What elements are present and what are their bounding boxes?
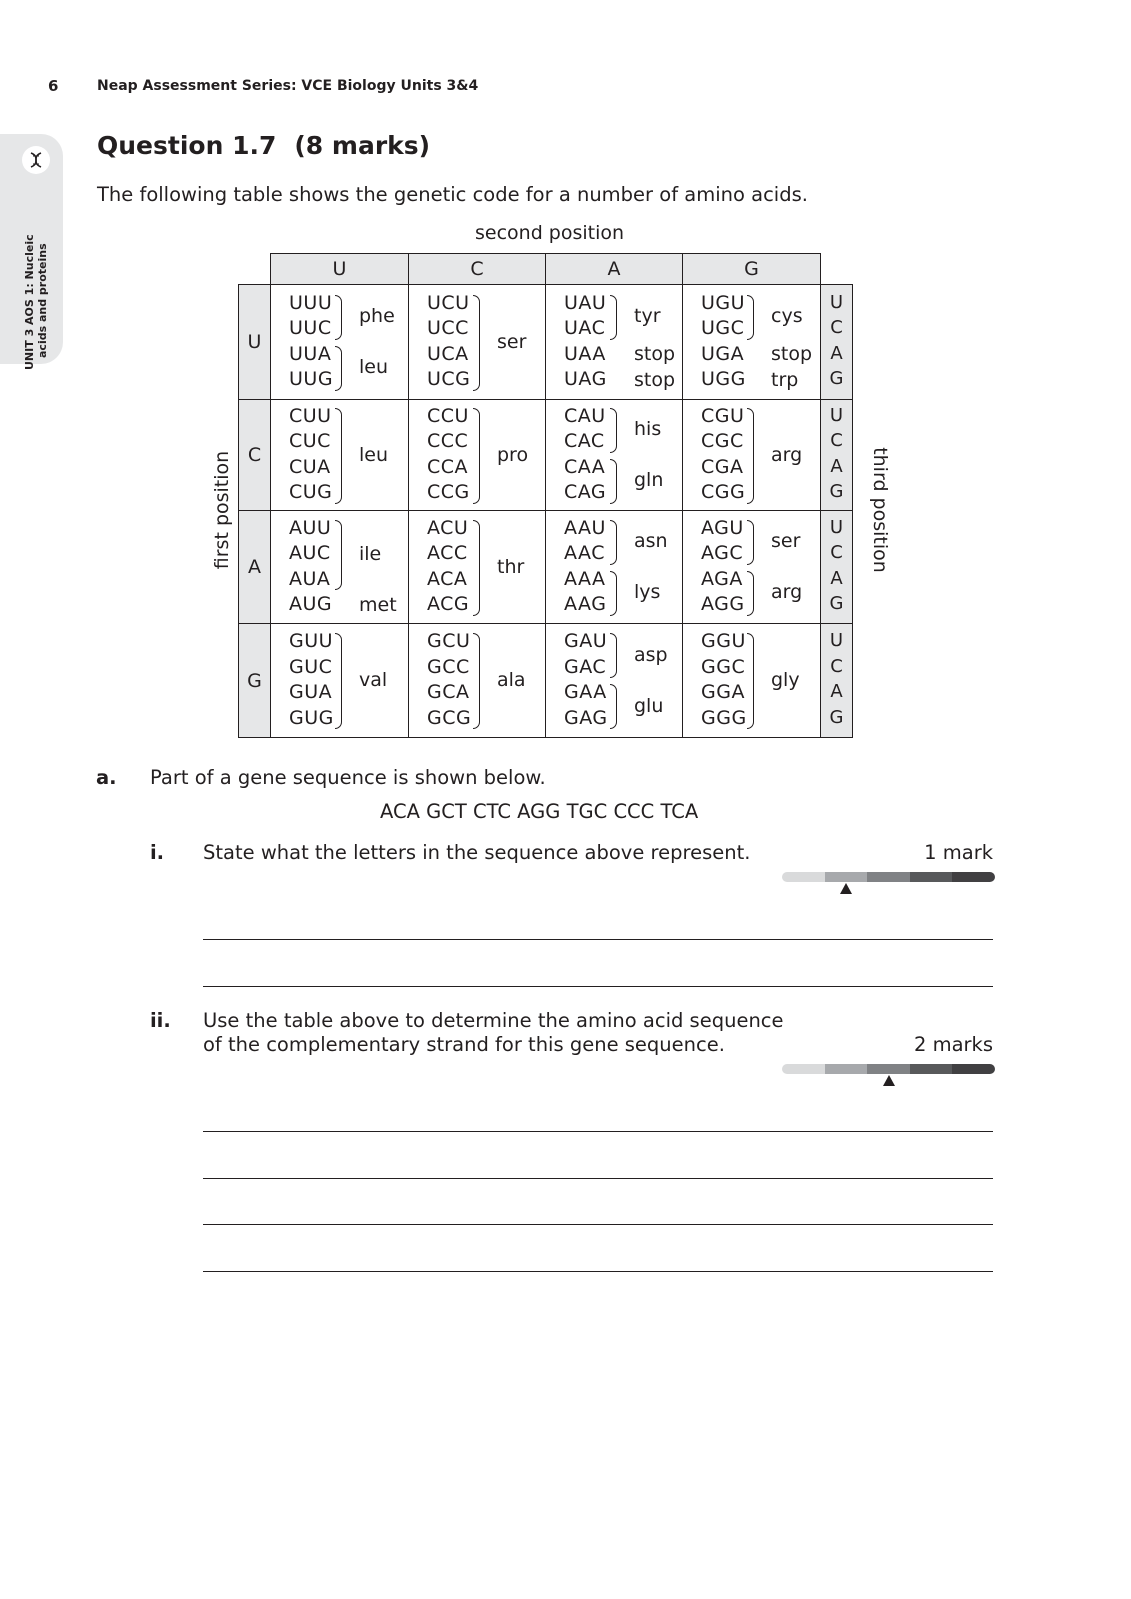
codon: UAA — [564, 342, 606, 365]
codon: CCG — [427, 481, 470, 503]
codon: GGG — [701, 706, 747, 729]
amino-acid-label: ser — [771, 530, 801, 552]
codon-cell-ug — [682, 284, 821, 400]
third-position-letter: C — [830, 430, 843, 451]
difficulty-pointer-icon — [883, 1075, 895, 1086]
difficulty-segment — [952, 872, 995, 882]
third-position-letter: A — [830, 342, 843, 364]
difficulty-segment — [910, 872, 953, 882]
codon: GAG — [564, 706, 608, 729]
codon: AGA — [701, 567, 743, 590]
sub-ii-text — [203, 1009, 784, 1057]
third-position-letter: U — [829, 516, 844, 538]
codon: AGU — [701, 516, 744, 539]
amino-acid-label: leu — [359, 356, 389, 378]
third-position-letter: G — [829, 593, 844, 614]
codon: AGG — [701, 593, 745, 615]
amino-acid-label: arg — [771, 443, 803, 466]
codon: AUC — [289, 542, 331, 564]
codon-group-brace — [610, 571, 617, 616]
running-title: Neap Assessment Series: VCE Biology Units 3&4 — [97, 78, 479, 94]
codon: CCA — [427, 455, 469, 478]
amino-acid-label: val — [359, 669, 388, 691]
codon-group-brace — [335, 520, 342, 591]
codon: CGG — [701, 481, 746, 503]
codon: UUA — [289, 342, 332, 365]
difficulty-segment — [910, 1064, 953, 1074]
codon: UGU — [701, 291, 746, 314]
side-tab-label — [23, 210, 49, 370]
dna-icon — [22, 146, 50, 174]
codon: GCU — [427, 630, 471, 652]
third-position-letter: G — [829, 368, 844, 389]
amino-acid-label: glu — [634, 694, 664, 717]
unit-side-tab — [0, 134, 63, 370]
third-position-letter: A — [830, 681, 843, 702]
difficulty-meter — [782, 872, 995, 882]
sub-ii-line1: Use the table above to determine the amino acid sequence — [203, 1009, 784, 1032]
codon: GGA — [701, 681, 745, 703]
amino-acid-label: ser — [497, 330, 527, 353]
difficulty-segment — [867, 1064, 910, 1074]
answer-line[interactable] — [203, 1224, 993, 1225]
codon-cell-au — [270, 510, 409, 624]
third-position-cell — [820, 623, 853, 738]
codon: CGC — [701, 430, 744, 452]
third-position-label: third position — [869, 447, 891, 573]
sub-ii-line2: of the complementary strand for this gene sequence. — [203, 1033, 725, 1056]
codon: GCC — [427, 655, 470, 678]
codon: UGC — [701, 317, 745, 339]
amino-acid-label: ala — [497, 669, 526, 691]
codon: UCA — [427, 342, 469, 365]
codon-group-brace — [610, 408, 617, 453]
codon-group-brace — [610, 684, 617, 729]
difficulty-meter — [782, 1064, 995, 1074]
question-marks: (8 marks) — [294, 131, 431, 160]
third-position-letter: A — [830, 455, 843, 477]
amino-acid-label: asp — [634, 643, 668, 666]
codon: AUU — [289, 516, 332, 539]
codon-group-brace — [473, 408, 480, 504]
second-position-label: second position — [475, 222, 625, 244]
codon: CCC — [427, 430, 469, 452]
codon: GCG — [427, 706, 472, 729]
column-header-c: C — [408, 253, 546, 285]
codon-group-brace — [610, 633, 617, 678]
codon: AUA — [289, 567, 331, 590]
codon: AUG — [289, 593, 333, 615]
column-header-g: G — [682, 253, 821, 285]
codon: UUC — [289, 317, 332, 339]
codon: UAG — [564, 368, 607, 390]
codon-group-brace — [747, 295, 754, 340]
third-position-letter: U — [829, 404, 844, 426]
row-header-c: C — [238, 399, 271, 511]
answer-line[interactable] — [203, 1131, 993, 1132]
codon-group-brace — [473, 520, 480, 616]
amino-acid-label: ile — [359, 542, 382, 565]
third-position-letter: U — [829, 291, 844, 313]
codon-cell-gg — [682, 623, 821, 738]
third-position-letter: C — [830, 317, 843, 338]
answer-line[interactable] — [203, 1178, 993, 1179]
amino-acid-label: stop — [771, 343, 813, 366]
codon-group-brace — [610, 520, 617, 565]
codon: GCA — [427, 681, 470, 703]
codon: GAU — [564, 630, 608, 652]
sub-ii-marks: 2 marks — [913, 1033, 993, 1056]
codon-group-brace — [747, 633, 754, 729]
codon-cell-aa — [545, 510, 683, 624]
codon-cell-uu — [270, 284, 409, 400]
codon: UCG — [427, 368, 471, 390]
third-position-letter: U — [829, 630, 844, 651]
third-position-letter: A — [830, 567, 843, 589]
codon: UAU — [564, 291, 607, 314]
codon-group-brace — [335, 408, 342, 504]
codon-cell-ua — [545, 284, 683, 400]
codon-group-brace — [747, 520, 754, 565]
amino-acid-label: trp — [771, 368, 799, 391]
codon: CGA — [701, 455, 744, 478]
column-header-u: U — [270, 253, 409, 285]
codon-cell-ga — [545, 623, 683, 738]
side-tab-line1: UNIT 3 AOS 1: Nucleic — [23, 234, 36, 370]
third-position-letter: C — [830, 542, 843, 563]
codon: UUU — [289, 291, 333, 314]
codon: ACA — [427, 567, 468, 590]
difficulty-segment — [867, 872, 910, 882]
codon-cell-cu — [270, 399, 409, 511]
third-position-cell — [820, 510, 853, 624]
question-heading — [97, 131, 430, 160]
codon: CAA — [564, 455, 606, 478]
codon: UCU — [427, 291, 470, 314]
codon-cell-ac — [408, 510, 546, 624]
codon: AGC — [701, 542, 744, 564]
side-tab-line2: acids and proteins — [36, 243, 49, 358]
sub-i-marks: 1 mark — [924, 841, 993, 864]
page-number: 6 — [48, 77, 59, 95]
codon: CUG — [289, 481, 333, 503]
codon: CUC — [289, 430, 331, 452]
codon-group-brace — [747, 571, 754, 616]
codon: CUA — [289, 455, 331, 478]
codon: GAC — [564, 655, 607, 678]
codon-cell-uc — [408, 284, 546, 400]
difficulty-segment — [825, 1064, 868, 1074]
codon: GUA — [289, 681, 333, 703]
answer-line[interactable] — [203, 939, 993, 940]
first-position-label: first position — [211, 450, 233, 570]
codon: CAU — [564, 404, 606, 427]
third-position-cell — [820, 399, 853, 511]
gene-sequence: ACA GCT CTC AGG TGC CCC TCA — [380, 800, 699, 823]
amino-acid-label: met — [359, 593, 397, 616]
amino-acid-label: his — [634, 418, 662, 440]
codon-cell-ca — [545, 399, 683, 511]
codon-cell-gc — [408, 623, 546, 738]
codon: UCC — [427, 317, 469, 339]
codon: CAG — [564, 481, 607, 503]
difficulty-segment — [952, 1064, 995, 1074]
codon: UAC — [564, 317, 606, 339]
codon-group-brace — [335, 633, 342, 729]
difficulty-segment — [782, 872, 825, 882]
codon: GUC — [289, 655, 333, 678]
amino-acid-label: gln — [634, 469, 664, 491]
difficulty-segment — [782, 1064, 825, 1074]
codon: GGU — [701, 630, 746, 652]
codon-group-brace — [610, 459, 617, 504]
codon-group-brace — [473, 295, 480, 391]
third-position-letter: G — [829, 706, 844, 728]
codon-cell-gu — [270, 623, 409, 738]
codon: UUG — [289, 368, 334, 390]
codon-group-brace — [335, 295, 342, 340]
row-header-u: U — [238, 284, 271, 400]
third-position-letter: G — [829, 481, 844, 502]
amino-acid-label: asn — [634, 530, 668, 552]
amino-acid-label: stop — [634, 368, 676, 391]
codon-cell-cg — [682, 399, 821, 511]
third-position-cell — [820, 284, 853, 400]
sub-i-label: i. — [150, 841, 165, 864]
part-a-label: a. — [96, 766, 117, 789]
amino-acid-label: tyr — [634, 305, 661, 327]
codon: GAA — [564, 681, 607, 703]
codon: ACG — [427, 593, 470, 615]
amino-acid-label: thr — [497, 555, 525, 578]
answer-line[interactable] — [203, 1271, 993, 1272]
difficulty-segment — [825, 872, 868, 882]
codon: CGU — [701, 404, 745, 427]
question-title: Question 1.7 — [97, 131, 277, 160]
amino-acid-label: lys — [634, 581, 661, 603]
codon: AAC — [564, 542, 605, 564]
codon: GUG — [289, 706, 334, 729]
part-a-text: Part of a gene sequence is shown below. — [150, 766, 546, 789]
row-header-a: A — [238, 510, 271, 624]
codon: UGA — [701, 342, 745, 365]
amino-acid-label: pro — [497, 443, 529, 466]
codon-group-brace — [473, 633, 480, 729]
codon-group-brace — [747, 408, 754, 504]
question-intro: The following table shows the genetic code for a number of amino acids. — [97, 183, 808, 206]
codon: GUU — [289, 630, 334, 652]
codon: UGG — [701, 368, 746, 390]
amino-acid-label: leu — [359, 443, 389, 466]
codon: CAC — [564, 430, 605, 452]
codon-group-brace — [335, 346, 342, 391]
amino-acid-label: phe — [359, 305, 395, 327]
sub-i-text: State what the letters in the sequence above represent. — [203, 841, 751, 864]
amino-acid-label: gly — [771, 669, 800, 691]
codon: GGC — [701, 655, 746, 678]
codon: AAG — [564, 593, 607, 615]
codon: AAA — [564, 567, 606, 590]
amino-acid-label: stop — [634, 343, 676, 366]
codon: ACU — [427, 516, 469, 539]
codon: CUU — [289, 404, 332, 427]
codon-cell-cc — [408, 399, 546, 511]
amino-acid-label: arg — [771, 581, 803, 603]
difficulty-pointer-icon — [840, 883, 852, 894]
row-header-g: G — [238, 623, 271, 738]
codon-group-brace — [610, 295, 617, 340]
answer-line[interactable] — [203, 986, 993, 987]
codon: AAU — [564, 516, 606, 539]
third-position-letter: C — [830, 655, 843, 677]
sub-ii-label: ii. — [150, 1009, 171, 1032]
column-header-a: A — [545, 253, 683, 285]
codon-cell-ag — [682, 510, 821, 624]
codon: ACC — [427, 542, 468, 564]
amino-acid-label: cys — [771, 305, 803, 327]
codon: CCU — [427, 404, 469, 427]
